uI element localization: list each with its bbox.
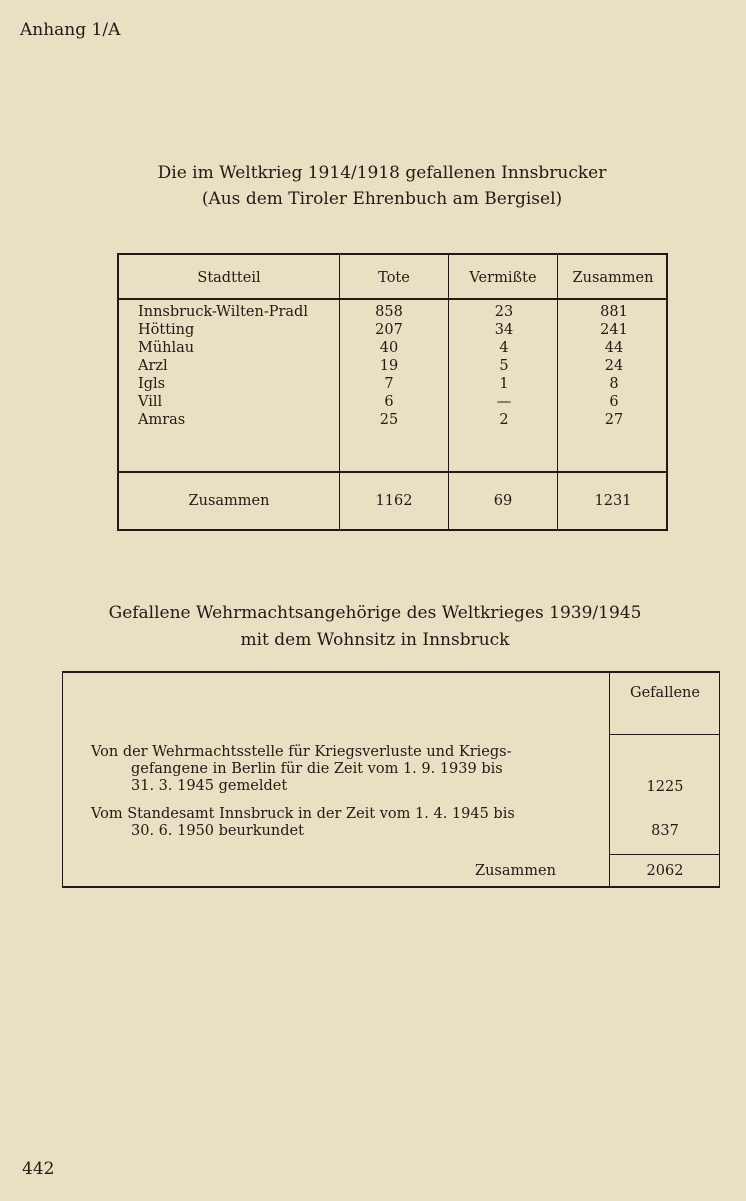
table1-col-divider [448,255,449,529]
table-cell-tote: 19 [379,358,399,374]
table2-header-rule [609,734,719,735]
table-cell-zusammen: 881 [600,304,628,320]
table-cell-vermisste: — [496,394,512,410]
row-text-line: Vom Standesamt Innsbruck in der Zeit vom 1. 4. 1945 bis [91,806,515,822]
table2-total-rule [609,854,719,855]
table1-total-rule [119,471,666,473]
table2-row-standesamt [91,806,591,840]
table-cell-tote: 207 [375,322,403,338]
table-cell-tote: 40 [379,340,399,356]
column-header-stadtteil: Stadtteil [197,270,261,286]
table-cell-tote: 6 [384,394,394,410]
table-cell-zusammen: 241 [600,322,628,338]
table-cell-stadtteil: Amras [138,412,186,428]
table1-title-line2: (Aus dem Tiroler Ehrenbuch am Bergisel) [201,189,563,209]
table-cell-stadtteil: Igls [138,376,166,392]
table-cell-vermisste: 2 [499,412,509,428]
table-cell-zusammen: 27 [604,412,624,428]
value-wehrmachtsstelle: 1225 [646,779,684,795]
tote-column [364,303,414,429]
row-text-line: gefangene in Berlin für die Zeit vom 1. 9. 1939 bis [131,761,503,777]
stadtteil-column [138,303,338,429]
table1-header-rule [119,298,666,300]
row-text-line: 31. 3. 1945 gemeldet [131,778,288,794]
total-tote: 1162 [375,493,413,509]
total-zusammen: 1231 [594,493,632,509]
column-header-gefallene: Gefallene [630,685,700,701]
table-cell-zusammen: 8 [609,376,619,392]
column-header-vermisste: Vermißte [469,270,537,286]
total-vermisste: 69 [493,493,513,509]
column-header-zusammen: Zusammen [572,270,654,286]
total-value: 2062 [646,863,684,879]
table1-title [0,160,746,212]
table-ww2-fallen [62,671,720,888]
column-header-tote: Tote [378,270,410,286]
table1-title-line1: Die im Weltkrieg 1914/1918 gefallenen Innsbrucker [157,163,607,183]
table-cell-zusammen: 24 [604,358,624,374]
table2-title-line1: Gefallene Wehrmachtsangehörige des Weltkrieges 1939/1945 [108,603,642,623]
running-header: Anhang 1/A [20,20,121,40]
table-cell-vermisste: 23 [494,304,514,320]
table2-title-line2: mit dem Wohnsitz in Innsbruck [240,630,510,650]
table-cell-vermisste: 1 [499,376,509,392]
table-cell-stadtteil: Vill [138,394,163,410]
table-cell-tote: 25 [379,412,399,428]
page-number: 442 [22,1159,55,1179]
table-cell-zusammen: 6 [609,394,619,410]
table-cell-stadtteil: Hötting [138,322,195,338]
table2-row-wehrmachtsstelle [91,744,591,795]
row-text-line: Von der Wehrmachtsstelle für Kriegsverluste und Kriegs- [91,744,512,760]
table2-title [0,600,746,654]
table-cell-vermisste: 4 [499,340,509,356]
value-standesamt: 837 [651,823,679,839]
table-cell-stadtteil: Mühlau [138,340,195,356]
table-cell-vermisste: 34 [494,322,514,338]
total-label: Zusammen [475,863,556,879]
table-cell-vermisste: 5 [499,358,509,374]
row-text-line: 30. 6. 1950 beurkundet [131,823,304,839]
table-cell-tote: 7 [384,376,394,392]
table-cell-stadtteil: Arzl [138,358,168,374]
table-ww1-fallen [117,253,668,531]
table-cell-tote: 858 [375,304,403,320]
table1-col-divider [557,255,558,529]
zusammen-column [589,303,639,429]
vermisste-column [479,303,529,429]
total-row-label: Zusammen [188,493,270,509]
table1-col-divider [339,255,340,529]
table-cell-zusammen: 44 [604,340,624,356]
table-cell-stadtteil: Innsbruck-Wilten-Pradl [138,304,308,320]
